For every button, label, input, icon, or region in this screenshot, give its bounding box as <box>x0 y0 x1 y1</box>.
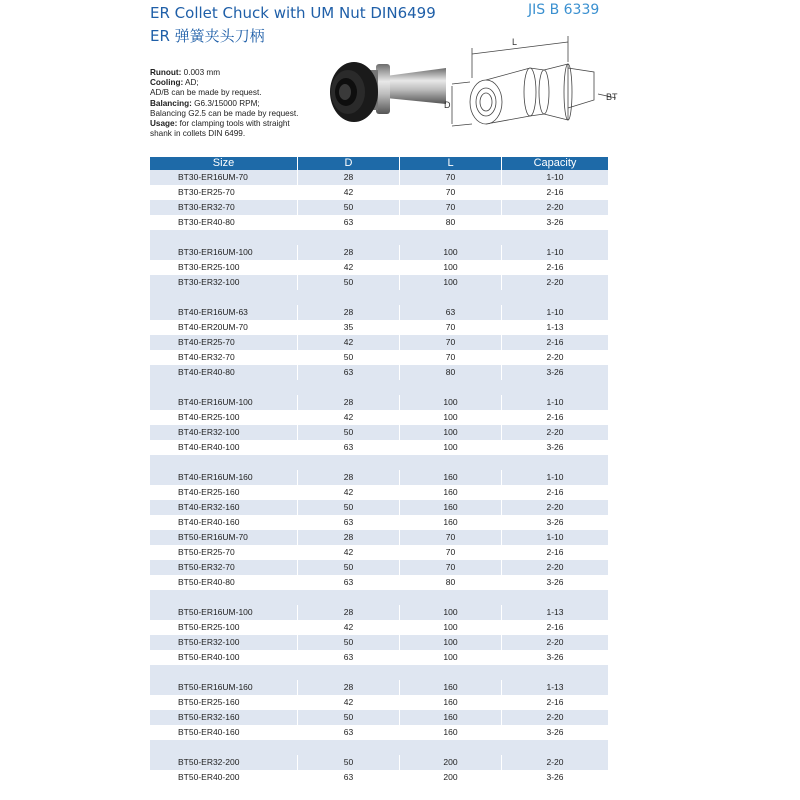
table-row <box>150 485 608 500</box>
cell-d: 42 <box>298 260 400 275</box>
cell-capacity: 3-26 <box>546 517 564 527</box>
spec-text: AD/B can be made by request. <box>150 88 262 98</box>
cell-capacity: 1-10 <box>546 247 564 257</box>
cell-l: 70 <box>400 335 502 350</box>
cell-capacity: 2-20 <box>546 502 564 512</box>
cell-l: 100 <box>400 650 502 665</box>
bt-label: BT <box>606 92 618 102</box>
cell-d: 63 <box>298 725 400 740</box>
cell-capacity: 2-16 <box>546 547 564 557</box>
table-row <box>150 650 608 665</box>
cell-l: 70 <box>400 350 502 365</box>
cell-size: BT50-ER16UM-70 <box>150 530 298 545</box>
cell-l: 160 <box>400 710 502 725</box>
header-size: Size <box>150 157 298 170</box>
cell-d: 50 <box>298 710 400 725</box>
table-row <box>150 425 608 440</box>
cell-d: 42 <box>298 620 400 635</box>
cell-capacity: 2-16 <box>546 697 564 707</box>
cell-l: 100 <box>400 410 502 425</box>
table-row <box>150 725 608 740</box>
cell-capacity: 3-26 <box>546 367 564 377</box>
spec-text: shank in collets DIN 6499. <box>150 129 246 139</box>
cell-capacity: 3-26 <box>546 577 564 587</box>
cell-size: BT50-ER40-100 <box>150 650 298 665</box>
spec-label: Usage: <box>150 119 178 129</box>
table-row <box>150 200 608 215</box>
cell-size: BT40-ER40-160 <box>150 515 298 530</box>
cell-d: 63 <box>298 770 400 785</box>
cell-size: BT40-ER25-160 <box>150 485 298 500</box>
spec-text: G6.3/15000 RPM; <box>191 98 260 108</box>
cell-l: 63 <box>400 305 502 320</box>
table-row <box>150 515 608 530</box>
cell-size: BT40-ER32-100 <box>150 425 298 440</box>
cell-d: 28 <box>298 395 400 410</box>
cell-size: BT40-ER20UM-70 <box>150 320 298 335</box>
cell-l: 100 <box>400 395 502 410</box>
cell-l: 200 <box>400 755 502 770</box>
cell-d: 42 <box>298 695 400 710</box>
size-table <box>150 157 608 785</box>
cell-size: BT50-ER32-200 <box>150 755 298 770</box>
cell-d: 35 <box>298 320 400 335</box>
spec-list <box>150 68 330 139</box>
cell-l: 100 <box>400 275 502 290</box>
cell-capacity: 3-26 <box>546 442 564 452</box>
table-row <box>150 770 608 785</box>
spec-line <box>150 129 330 139</box>
cell-size: BT40-ER16UM-63 <box>150 305 298 320</box>
cell-l: 160 <box>400 680 502 695</box>
cell-capacity: 1-10 <box>546 472 564 482</box>
cell-d: 63 <box>298 650 400 665</box>
cell-capacity: 2-16 <box>546 262 564 272</box>
cell-capacity: 3-26 <box>546 772 564 782</box>
cell-l: 70 <box>400 560 502 575</box>
cell-capacity: 2-20 <box>546 637 564 647</box>
cell-d: 63 <box>298 365 400 380</box>
cell-size: BT50-ER16UM-100 <box>150 605 298 620</box>
collet-chuck-photo <box>318 40 458 140</box>
cell-l: 70 <box>400 530 502 545</box>
cell-d: 50 <box>298 425 400 440</box>
cell-size: BT50-ER40-160 <box>150 725 298 740</box>
spec-text: for clamping tools with straight <box>177 119 290 129</box>
table-spacer-row <box>150 590 608 605</box>
cell-d: 50 <box>298 350 400 365</box>
spec-line <box>150 68 330 78</box>
header-capacity: Capacity <box>533 157 577 169</box>
cell-l: 160 <box>400 725 502 740</box>
page-title: ER Collet Chuck with UM Nut DIN6499 <box>150 4 436 22</box>
cell-capacity: 2-20 <box>546 277 564 287</box>
spec-line <box>150 109 330 119</box>
spec-line <box>150 78 330 88</box>
cell-l: 70 <box>400 545 502 560</box>
standard-code: JIS B 6339 <box>528 2 600 18</box>
cell-l: 80 <box>400 575 502 590</box>
table-row <box>150 245 608 260</box>
table-row <box>150 620 608 635</box>
cell-capacity: 2-20 <box>546 202 564 212</box>
cell-l: 100 <box>400 260 502 275</box>
table-header <box>150 157 608 170</box>
dimension-d-label: D <box>444 100 451 110</box>
table-row <box>150 500 608 515</box>
cell-l: 80 <box>400 215 502 230</box>
header-l: L <box>400 157 502 170</box>
table-row <box>150 185 608 200</box>
table-row <box>150 260 608 275</box>
cell-capacity: 1-10 <box>546 397 564 407</box>
cell-d: 28 <box>298 245 400 260</box>
cell-size: BT50-ER25-70 <box>150 545 298 560</box>
cell-l: 100 <box>400 635 502 650</box>
table-row <box>150 695 608 710</box>
cell-l: 160 <box>400 515 502 530</box>
table-spacer-row <box>150 290 608 305</box>
cell-capacity: 1-13 <box>546 322 564 332</box>
cell-capacity: 2-20 <box>546 352 564 362</box>
cell-l: 100 <box>400 245 502 260</box>
table-row <box>150 335 608 350</box>
cell-l: 70 <box>400 320 502 335</box>
cell-capacity: 2-16 <box>546 412 564 422</box>
dimension-l-label: L <box>512 37 518 47</box>
spec-label: Runout: <box>150 68 182 77</box>
cell-capacity: 1-13 <box>546 682 564 692</box>
cell-capacity: 1-10 <box>546 307 564 317</box>
table-row <box>150 395 608 410</box>
cell-size: BT40-ER25-100 <box>150 410 298 425</box>
table-row <box>150 575 608 590</box>
table-row <box>150 470 608 485</box>
cell-d: 28 <box>298 470 400 485</box>
table-row <box>150 755 608 770</box>
cell-l: 100 <box>400 425 502 440</box>
spec-line <box>150 88 330 98</box>
cell-capacity: 1-13 <box>546 607 564 617</box>
dimension-drawing <box>438 28 628 146</box>
cell-capacity: 2-20 <box>546 712 564 722</box>
spec-text: AD; <box>183 78 199 88</box>
page-title-chinese: ER 弹簧夹头刀柄 <box>150 27 265 45</box>
spec-line <box>150 119 330 129</box>
table-row <box>150 530 608 545</box>
table-row <box>150 365 608 380</box>
cell-capacity: 2-16 <box>546 337 564 347</box>
table-row <box>150 350 608 365</box>
table-row <box>150 545 608 560</box>
header-d: D <box>298 157 400 170</box>
cell-size: BT50-ER32-70 <box>150 560 298 575</box>
spec-label: Balancing: <box>150 98 192 108</box>
cell-size: BT40-ER32-160 <box>150 500 298 515</box>
table-spacer-row <box>150 380 608 395</box>
cell-d: 63 <box>298 215 400 230</box>
table-row <box>150 305 608 320</box>
cell-l: 70 <box>400 200 502 215</box>
cell-d: 28 <box>298 680 400 695</box>
table-row <box>150 440 608 455</box>
cell-d: 63 <box>298 440 400 455</box>
cell-size: BT30-ER32-70 <box>150 200 298 215</box>
cell-l: 70 <box>400 170 502 185</box>
table-row <box>150 710 608 725</box>
table-body <box>150 170 608 785</box>
cell-size: BT40-ER16UM-160 <box>150 470 298 485</box>
cell-l: 160 <box>400 485 502 500</box>
cell-l: 100 <box>400 605 502 620</box>
cell-capacity: 1-10 <box>546 172 564 182</box>
cell-capacity: 2-20 <box>546 757 564 767</box>
cell-d: 28 <box>298 530 400 545</box>
cell-d: 63 <box>298 575 400 590</box>
spec-text: Balancing G2.5 can be made by request. <box>150 108 299 118</box>
cell-capacity: 2-20 <box>546 427 564 437</box>
cell-size: BT30-ER25-100 <box>150 260 298 275</box>
cell-size: BT50-ER25-160 <box>150 695 298 710</box>
cell-capacity: 3-26 <box>546 727 564 737</box>
cell-capacity: 3-26 <box>546 217 564 227</box>
table-row <box>150 170 608 185</box>
table-row <box>150 680 608 695</box>
table-row <box>150 560 608 575</box>
cell-d: 50 <box>298 275 400 290</box>
cell-d: 42 <box>298 410 400 425</box>
cell-size: BT30-ER25-70 <box>150 185 298 200</box>
table-spacer-row <box>150 455 608 470</box>
cell-capacity: 2-20 <box>546 562 564 572</box>
cell-d: 50 <box>298 755 400 770</box>
cell-capacity: 3-26 <box>546 652 564 662</box>
cell-d: 50 <box>298 200 400 215</box>
cell-capacity: 2-16 <box>546 622 564 632</box>
cell-capacity: 2-16 <box>546 187 564 197</box>
table-row <box>150 320 608 335</box>
cell-d: 50 <box>298 560 400 575</box>
cell-l: 200 <box>400 770 502 785</box>
table-row <box>150 275 608 290</box>
cell-size: BT40-ER40-80 <box>150 365 298 380</box>
cell-size: BT40-ER32-70 <box>150 350 298 365</box>
table-row <box>150 635 608 650</box>
table-spacer-row <box>150 665 608 680</box>
cell-size: BT50-ER32-160 <box>150 710 298 725</box>
table-spacer-row <box>150 230 608 245</box>
spec-label: Cooling: <box>150 78 184 88</box>
cell-size: BT40-ER16UM-100 <box>150 395 298 410</box>
cell-size: BT50-ER16UM-160 <box>150 680 298 695</box>
cell-d: 42 <box>298 485 400 500</box>
table-row <box>150 410 608 425</box>
cell-l: 160 <box>400 695 502 710</box>
table-spacer-row <box>150 740 608 755</box>
cell-d: 42 <box>298 545 400 560</box>
cell-d: 50 <box>298 500 400 515</box>
table-row <box>150 605 608 620</box>
cell-d: 28 <box>298 605 400 620</box>
cell-d: 28 <box>298 170 400 185</box>
cell-size: BT30-ER16UM-70 <box>150 170 298 185</box>
cell-size: BT40-ER25-70 <box>150 335 298 350</box>
cell-size: BT30-ER16UM-100 <box>150 245 298 260</box>
cell-d: 63 <box>298 515 400 530</box>
cell-d: 42 <box>298 185 400 200</box>
spec-text: 0.003 mm <box>181 68 221 77</box>
cell-d: 28 <box>298 305 400 320</box>
cell-l: 160 <box>400 470 502 485</box>
spec-line <box>150 99 330 109</box>
cell-l: 100 <box>400 620 502 635</box>
cell-size: BT40-ER40-100 <box>150 440 298 455</box>
table-row <box>150 215 608 230</box>
cell-d: 50 <box>298 635 400 650</box>
cell-size: BT50-ER25-100 <box>150 620 298 635</box>
cell-size: BT50-ER40-80 <box>150 575 298 590</box>
cell-l: 70 <box>400 185 502 200</box>
cell-size: BT50-ER40-200 <box>150 770 298 785</box>
cell-size: BT50-ER32-100 <box>150 635 298 650</box>
cell-l: 80 <box>400 365 502 380</box>
cell-size: BT30-ER32-100 <box>150 275 298 290</box>
cell-size: BT30-ER40-80 <box>150 215 298 230</box>
cell-d: 42 <box>298 335 400 350</box>
cell-capacity: 1-10 <box>546 532 564 542</box>
cell-l: 160 <box>400 500 502 515</box>
cell-l: 100 <box>400 440 502 455</box>
cell-capacity: 2-16 <box>546 487 564 497</box>
